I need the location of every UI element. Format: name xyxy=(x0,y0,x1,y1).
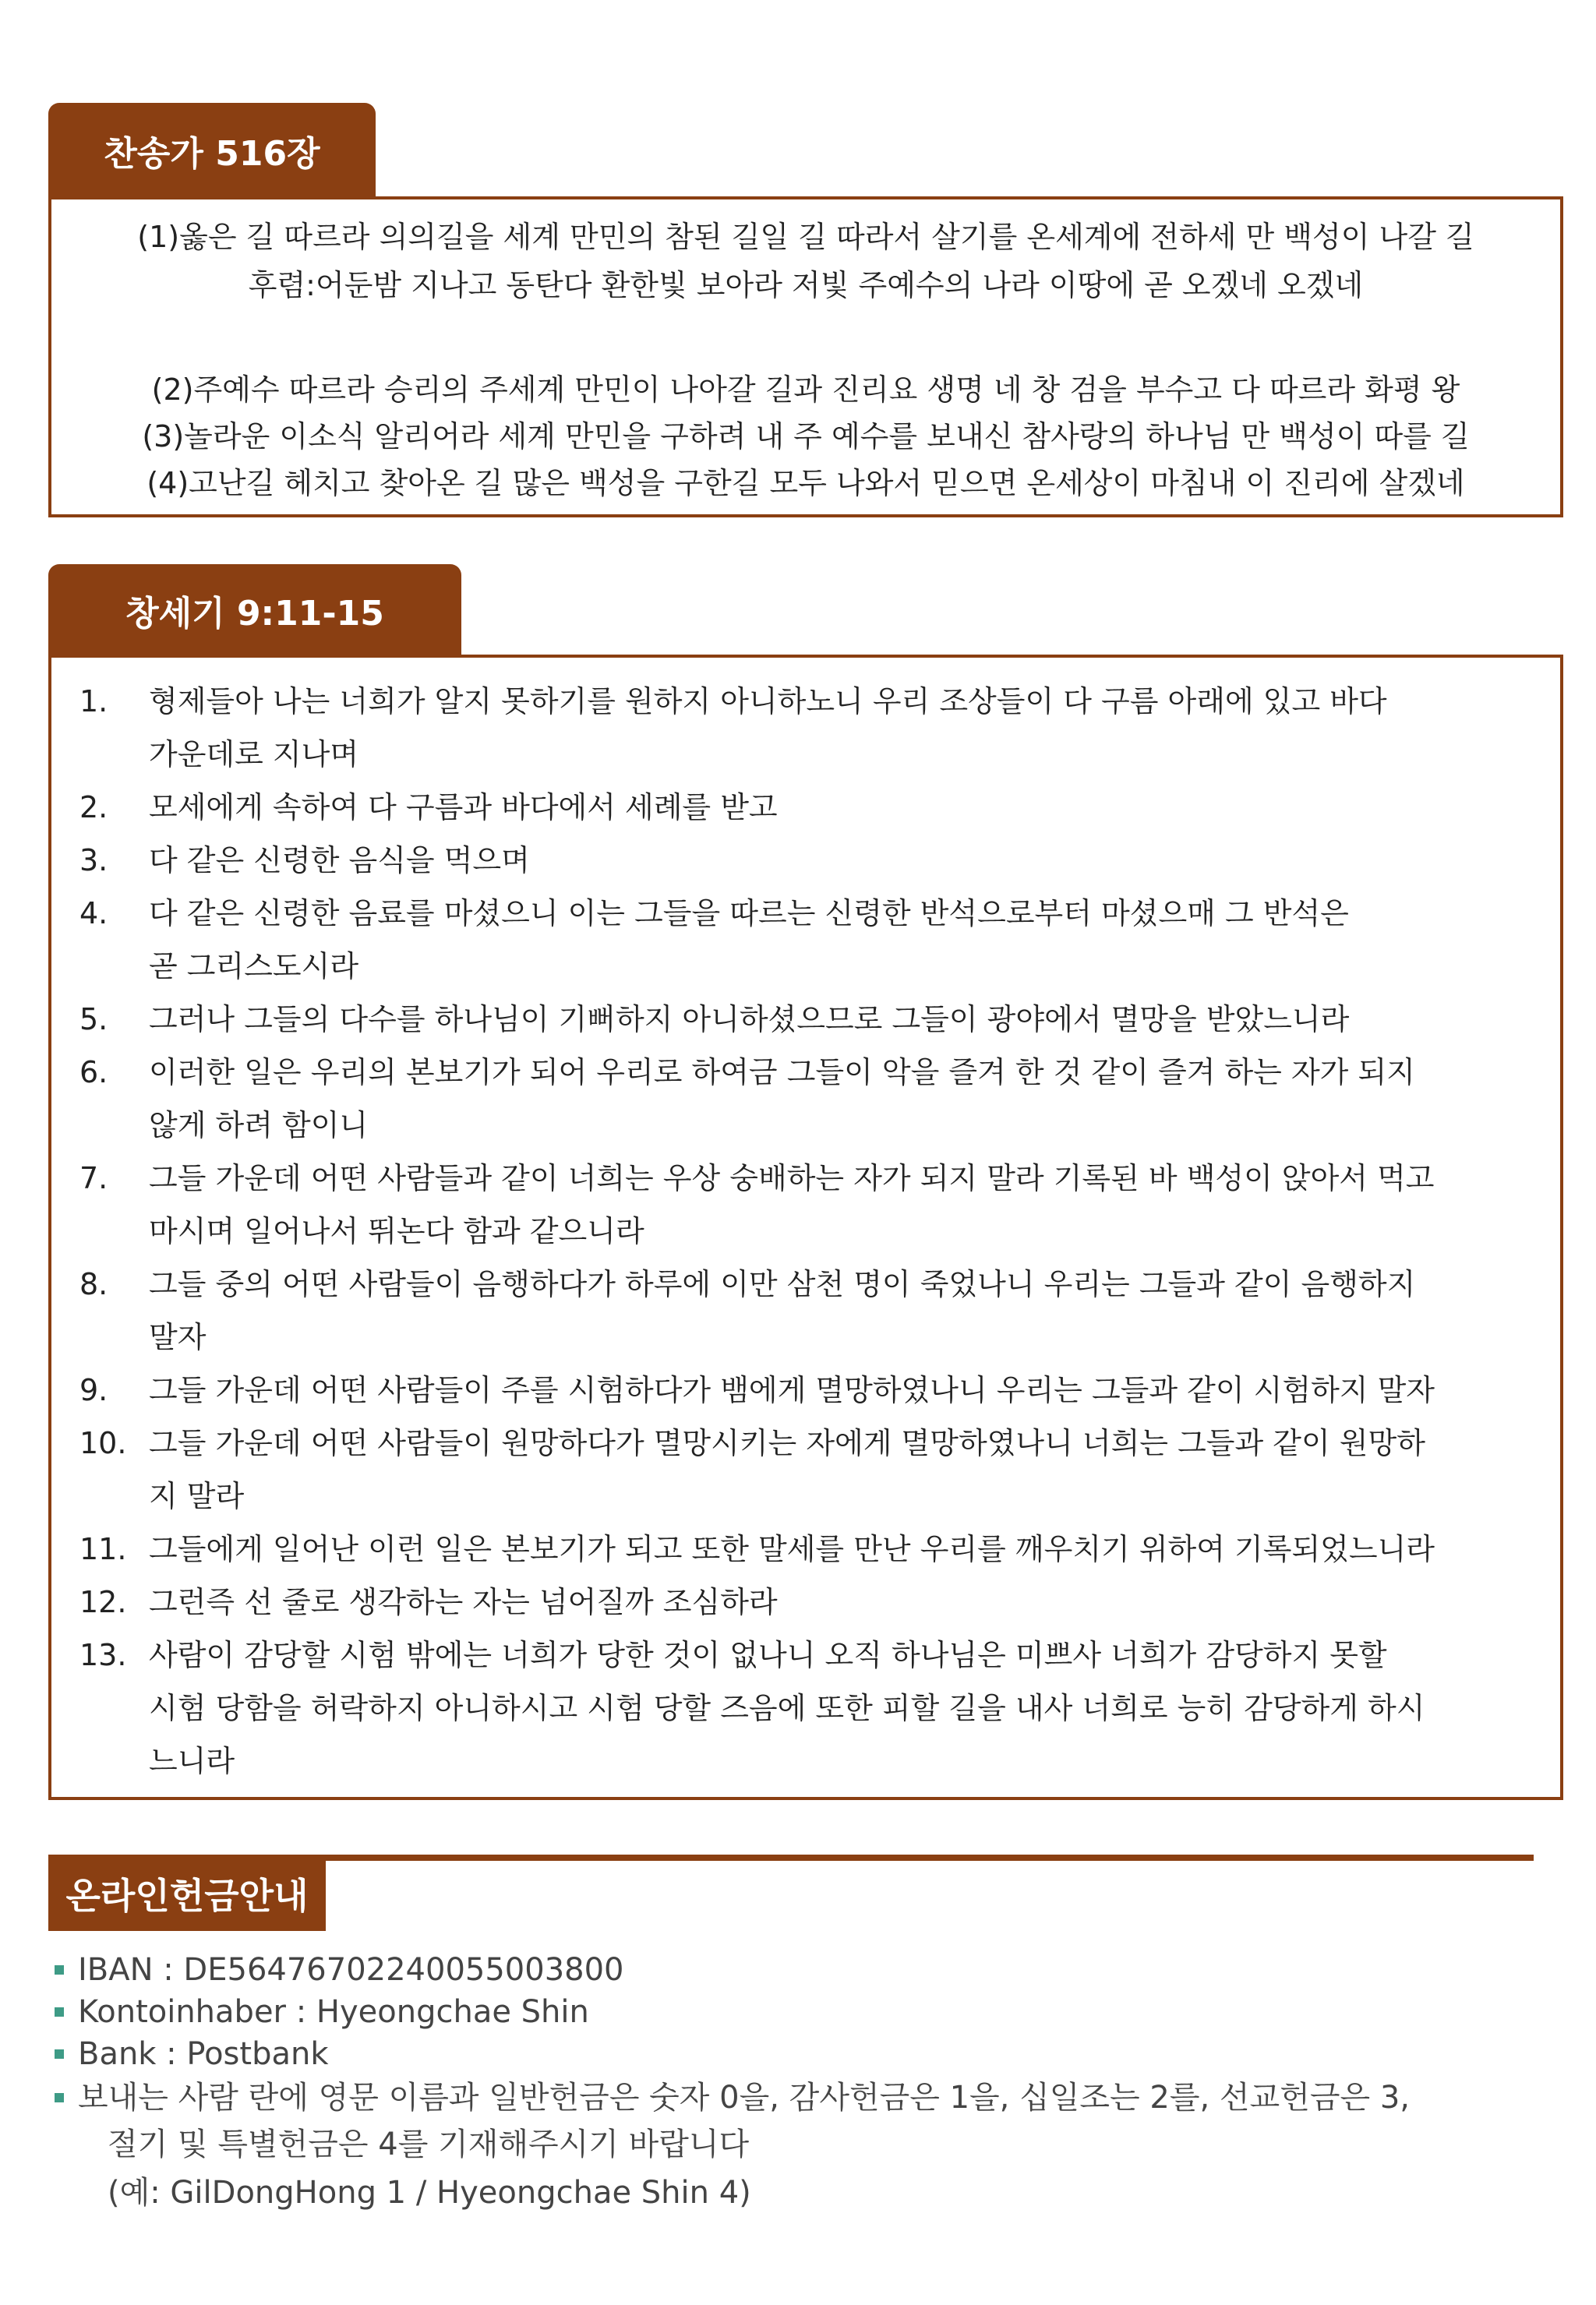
verse-number: 6. xyxy=(79,1055,108,1089)
verse-item xyxy=(51,887,1560,993)
verse-item xyxy=(51,1523,1560,1576)
verse-text-line: 그들 가운데 어떤 사람들과 같이 너희는 우상 숭배하는 자가 되지 말라 기록된 바 백성이 앉아서 먹고 xyxy=(149,1161,1435,1195)
verse-text-line: 그들 가운데 어떤 사람들이 원망하다가 멸망시키는 자에게 멸망하였나니 너희는 그들과 같이 원망하 xyxy=(149,1426,1425,1460)
verse-number: 1. xyxy=(79,684,108,718)
verse-text xyxy=(149,1523,1537,1576)
verse-item xyxy=(51,1152,1560,1258)
verse-text-line: 사람이 감당할 시험 밖에는 너희가 당한 것이 없나니 오직 하나님은 미쁘사 너희가 감당하지 못할 xyxy=(149,1638,1387,1672)
verse-text-line: 가운데로 지나며 xyxy=(149,737,359,771)
holder-item xyxy=(78,1989,589,2035)
bank-text: Bank : Postbank xyxy=(78,2036,329,2072)
donation-title: 온라인헌금안내 xyxy=(65,1875,309,1917)
verse-text-line: 마시며 일어나서 뛰논다 함과 같으니라 xyxy=(149,1214,644,1248)
verse-number: 4. xyxy=(79,896,108,930)
verse-number: 12. xyxy=(79,1585,127,1619)
iban-item xyxy=(78,1947,624,1993)
iban-text: IBAN : DE56476702240055003800 xyxy=(78,1952,624,1988)
verse-text-line: 형제들아 나는 너희가 알지 못하기를 원하지 아니하노니 우리 조상들이 다 구름 아래에 있고 바다 xyxy=(149,684,1387,718)
verse-number: 5. xyxy=(79,1002,108,1036)
verse-number: 2. xyxy=(79,790,108,824)
verse-text xyxy=(149,993,1537,1046)
holder-text: Kontoinhaber : Hyeongchae Shin xyxy=(78,1994,589,2030)
scripture-box xyxy=(48,655,1563,1800)
verse-text-line: 이러한 일은 우리의 본보기가 되어 우리로 하여금 그들이 악을 즐겨 한 것 같이 즐겨 하는 자가 되지 xyxy=(149,1055,1415,1089)
bullet-icon xyxy=(55,1965,64,1975)
hymn-line-refrain: 후렴:어둔밤 지나고 동탄다 환한빛 보아라 저빛 주예수의 나라 이땅에 곧 오겠네 오겠네 xyxy=(248,268,1364,302)
verse-number: 11. xyxy=(79,1532,127,1566)
verse-number: 8. xyxy=(79,1267,108,1301)
note-text-line1: 보내는 사람 란에 영문 이름과 일반헌금은 숫자 0을, 감사헌금은 1을, 십일조는 2를, 선교헌금은 3, xyxy=(78,2080,1410,2116)
verse-text-line: 느니라 xyxy=(149,1744,235,1778)
verse-text xyxy=(149,781,1537,834)
donation-title-tab xyxy=(48,1856,326,1931)
verse-text xyxy=(149,1417,1537,1523)
hymn-line-3: (3)놀라운 이소식 알리어라 세계 만민을 구하려 내 주 예수를 보내신 참사랑의 하나님 만 백성이 따를 길 xyxy=(142,419,1470,454)
verse-item xyxy=(51,1417,1560,1523)
verse-text-line: 곧 그리스도시라 xyxy=(149,949,359,983)
verse-text-line: 그들에게 일어난 이런 일은 본보기가 되고 또한 말세를 만난 우리를 깨우치기 위하여 기록되었느니라 xyxy=(149,1532,1435,1566)
note-item xyxy=(78,2074,1410,2121)
verse-text-line: 않게 하려 함이니 xyxy=(149,1108,369,1142)
verse-text xyxy=(149,1576,1537,1629)
note-line-2: 절기 및 특별헌금은 4를 기재해주시기 바랍니다 xyxy=(108,2127,750,2162)
verse-text xyxy=(149,1629,1537,1788)
verse-number: 3. xyxy=(79,843,108,877)
hymn-line-1: (1)옳은 길 따르라 의의길을 세계 만민의 참된 길일 길 따라서 살기를 온세계에 전하세 만 백성이 나갈 길 xyxy=(137,220,1474,254)
verse-text-line: 말자 xyxy=(149,1320,207,1354)
bullet-icon xyxy=(55,2093,64,2102)
verse-item xyxy=(51,1629,1560,1788)
bank-item xyxy=(78,2031,328,2077)
bullet-icon xyxy=(55,2049,64,2059)
verse-text xyxy=(149,1258,1537,1364)
note-example: (예: GilDongHong 1 / Hyeongchae Shin 4) xyxy=(108,2175,751,2211)
verse-item xyxy=(51,781,1560,834)
verse-text-line: 다 같은 신령한 음식을 먹으며 xyxy=(149,843,530,877)
verse-text xyxy=(149,1046,1537,1152)
verse-item xyxy=(51,1046,1560,1152)
verse-text-line: 그러나 그들의 다수를 하나님이 기뻐하지 아니하셨으므로 그들이 광야에서 멸망을 받았느니라 xyxy=(149,1002,1350,1036)
verse-item xyxy=(51,834,1560,887)
verse-text xyxy=(149,834,1537,887)
verse-text-line: 다 같은 신령한 음료를 마셨으니 이는 그들을 따르는 신령한 반석으로부터 마셨으매 그 반석은 xyxy=(149,896,1349,930)
hymn-line-4: (4)고난길 헤치고 찾아온 길 많은 백성을 구한길 모두 나와서 믿으면 온세상이 마침내 이 진리에 살겠네 xyxy=(147,466,1465,500)
scripture-title-tab xyxy=(48,564,461,656)
hymn-title-tab xyxy=(48,103,376,198)
verse-text-line: 그런즉 선 줄로 생각하는 자는 넘어질까 조심하라 xyxy=(149,1585,778,1619)
scripture-title: 창세기 9:11-15 xyxy=(125,594,384,634)
verse-item xyxy=(51,1258,1560,1364)
hymn-line-2: (2)주예수 따르라 승리의 주세계 만민이 나아갈 길과 진리요 생명 네 창 검을 부수고 다 따르라 화평 왕 xyxy=(151,372,1460,407)
verse-text xyxy=(149,675,1537,781)
verse-item xyxy=(51,1576,1560,1629)
verse-number: 13. xyxy=(79,1638,127,1672)
hymn-title: 찬송가 516장 xyxy=(104,134,320,174)
hymn-box xyxy=(48,196,1563,517)
verse-text-line: 모세에게 속하여 다 구름과 바다에서 세례를 받고 xyxy=(149,790,778,824)
verse-text-line: 그들 가운데 어떤 사람들이 주를 시험하다가 뱀에게 멸망하였나니 우리는 그들과 같이 시험하지 말자 xyxy=(149,1373,1435,1407)
verse-text-line: 지 말라 xyxy=(149,1479,245,1513)
verse-number: 7. xyxy=(79,1161,108,1195)
verse-item xyxy=(51,1364,1560,1417)
verse-item xyxy=(51,675,1560,781)
verse-text xyxy=(149,1364,1537,1417)
verse-text xyxy=(149,887,1537,993)
verse-text-line: 시험 당함을 허락하지 아니하시고 시험 당할 즈음에 또한 피할 길을 내사 너희로 능히 감당하게 하시 xyxy=(149,1691,1425,1725)
verse-number: 9. xyxy=(79,1373,108,1407)
verse-text-line: 그들 중의 어떤 사람들이 음행하다가 하루에 이만 삼천 명이 죽었나니 우리는 그들과 같이 음행하지 xyxy=(149,1267,1416,1301)
verse-number: 10. xyxy=(79,1426,127,1460)
verse-text xyxy=(149,1152,1537,1258)
bullet-icon xyxy=(55,2007,64,2017)
verse-item xyxy=(51,993,1560,1046)
